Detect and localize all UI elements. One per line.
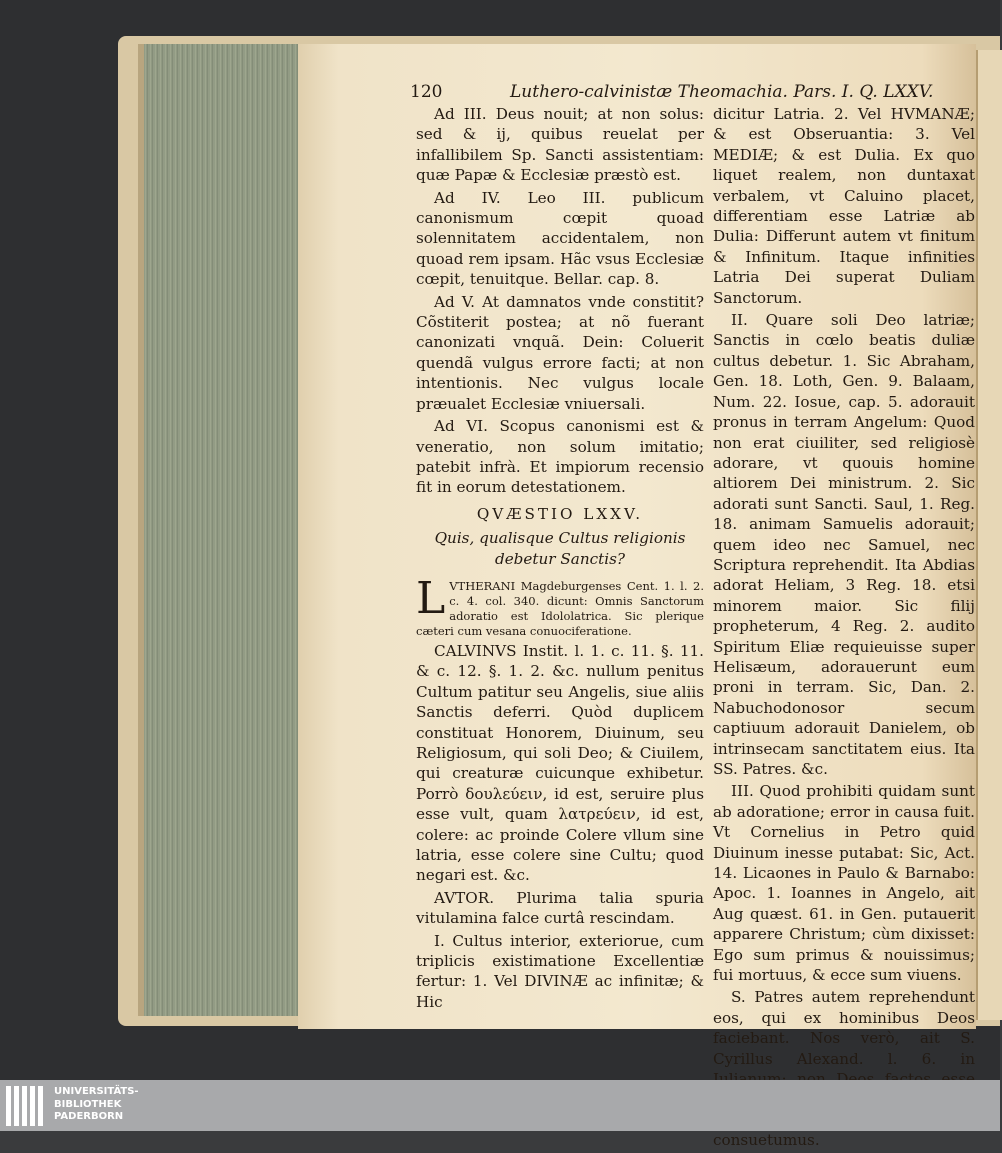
page-block-edges [138,44,304,1016]
running-title: Luthero-calvinistæ Theomachia. Pars. I. Q. LXXV. [510,82,934,102]
library-name-line1: UNIVERSITÄTS- [54,1086,139,1097]
question-title: QVÆSTIO LXXV. [476,504,644,523]
question-subtitle: Quis, qualisque Cultus religionis debetur Sanctis? [434,529,686,568]
library-name [54,1086,139,1124]
page-number: 120 [410,82,443,102]
paragraph-patres: S. Patres autem reprehendunt eos, qui ex hominibus Deos faciebant. Nos verò, ait S. Cyrillus Alexand. l. 6. in consuetumus. [713,988,975,1150]
right-column [713,104,975,1153]
paragraph-calvinus: CALVINVS Instit. l. 1. c. 11. §. 11. & c. 12. §. 1. 2. &c. nullum penitus Cultum patitur seu Angelis, siue aliis Sanctis deferri. Quòd duplicem constituat Honorem, Diuinum, seu Religiosum, qui soli Deo; & Ciuilem, qui creaturæ cuicunque exhibetur. Porrò δουλεύειν, id est, seruire plus esse vult, quam λατρεύειν, id est, colere: ac proinde Colere vllum sine latria, esse colere sine Cultu; quod negari est. &c. [416,641,704,885]
paragraph-point-i: I. Cultus interior, exteriorue, cum triplicis existimatione Excellentiæ fertur: 1. Vel DIVINÆ ac infinitæ; & Hic [416,931,704,1011]
library-name-line3: PADERBORN [54,1111,124,1122]
lutherani-text: VTHERANI Magdeburgenses Cent. 1. l. 2. c. 4. col. 340. dicunt: Omnis Sanctorum adoratio est Idololatrica. Sic plerique cæteri cum vesana conuociferatione. [416,578,704,638]
dropcap-letter: L [416,572,446,624]
paragraph-lutherani [416,572,704,639]
paragraph-ad-iii: Ad III. Deus nouit; at non solus: sed & ij, quibus reuelat per infallibilem Sp. Sancti assistentiam: quæ Papæ & Ecclesiæ præstò est. [416,105,704,185]
library-logo-icon [6,1086,46,1126]
left-column [416,104,704,1014]
paragraph-autor: AVTOR. Plurima talia spuria vitulamina falce curtâ rescindam. [416,888,704,928]
paragraph-point-ii: II. Quare soli Deo latriæ; Sanctis in cœlo beatis duliæ cultus debetur. 1. Sic Abraham, Gen. 18. Loth, Gen. 9. Balaam, Num. 22. Iosue, cap. 5. adorauit pronus in terram Angelum: Quod non erat ciuiliter, sed religiosè adorare, vt quouis homine altiorem Dei ministrum. 2. Sic adorati sunt Sancti. Saul, 1. Reg. 18. animam Samuelis adorauit; quem ideo nec Samuel, nec Scriptura reprehendit. Ita Abdias adorat Heliam, 3 Reg. 18. etsi minorem maior. Sic filij propheterum, 4 Reg. 2. audito Spiritum Eliæ requieuisse super Helisæum, adorauerunt eum proni in terram. Sic, Dan. 2. Nabuchodonosor secum captiuum adorauit Danielem, ob intrinsecam sanctitatem eius. Ita SS. Patres. &c. [713,311,975,778]
library-footer [0,1080,1000,1131]
paragraph-ad-vi: Ad VI. Scopus canonismi est & veneratio, non solum imitatio; patebit infrà. Et impiorum recensio fit in eorum detestationem. [416,417,704,497]
facing-page-edge [976,50,1002,1020]
library-name-line2: BIBLIOTHEK [54,1098,122,1110]
paragraph-latria: dicitur Latria. 2. Vel HVMANÆ; & est Obseruantia: 3. Vel MEDIÆ; & est Dulia. Ex quo liquet realem, non duntaxat verbalem, vt Caluino placet, differentiam esse Latriæ ab Dulia: Differunt autem vt finitum & Infinitum. Itaque infinities Latria Dei superat Duliam Sanctorum. [713,105,975,307]
running-header [410,82,970,106]
paragraph-ad-iv: Ad IV. Leo III. publicum canonismum cœpit quoad solennitatem accidentalem, non quoad rem ipsam. Hãc vsus Ecclesiæ cœpit, tenuitque. Bellar. cap. 8. [416,188,704,289]
paragraph-point-iii: III. Quod prohibiti quidam sunt ab adoratione; error in causa fuit. Vt Cornelius in Petro quid Diuinum inesse putabat: Sic, Act. 14. Licaones in Paulo & Barnabo: Apoc. 1. Ioannes in Angelo, ait Aug quæst. 61. in Gen. putauerit apparere Christum; cùm dixisset: Ego sum primus & nouissimus; fui mortuus, & ecce sum viuens. [713,782,975,985]
paragraph-ad-v: Ad V. At damnatos vnde constitit? Cõstiterit postea; at nõ fuerant canonizati vnquã. Dein: Coluerit quendã vulgus errore facti; at non intentionis. Nec vulgus locale præualet Ecclesiæ vniuersali. [416,292,704,413]
